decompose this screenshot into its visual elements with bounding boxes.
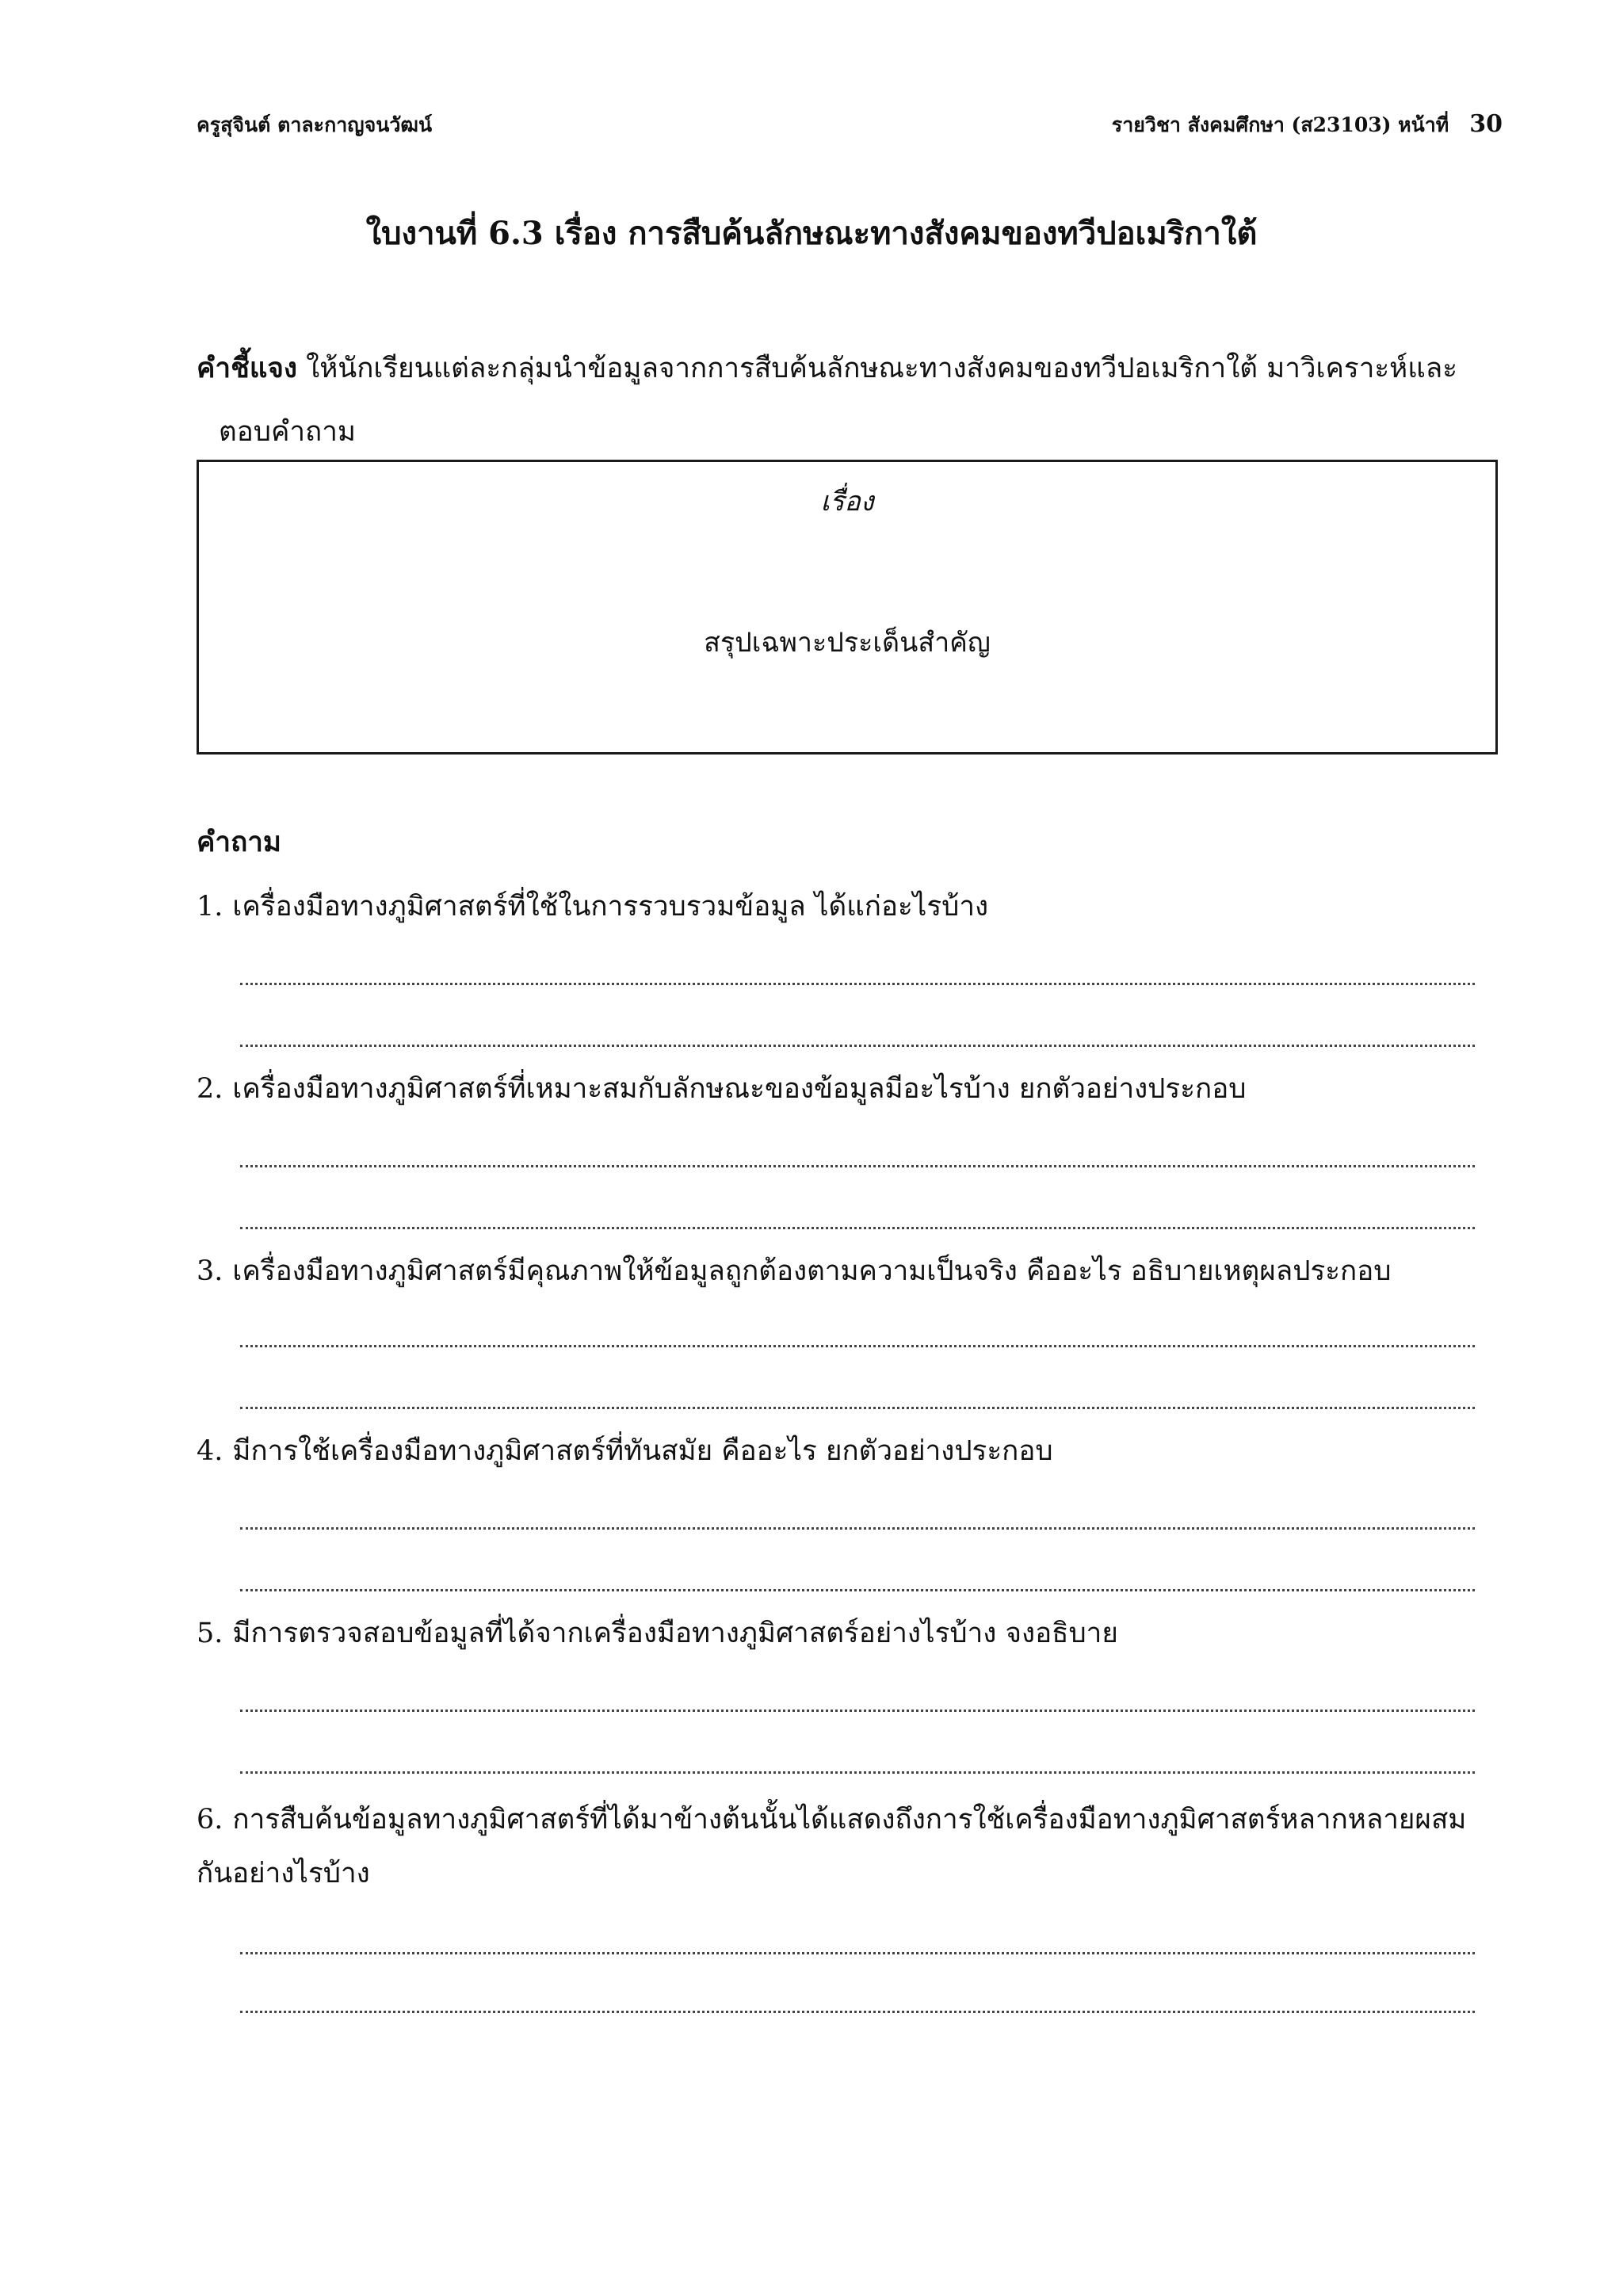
answer-line-5b[interactable] <box>240 1771 1475 1774</box>
answer-line-3a[interactable] <box>240 1345 1475 1347</box>
question-number: 1. <box>197 891 223 923</box>
instructions-line-2: ตอบคำถาม <box>219 416 356 448</box>
answer-line-6b[interactable] <box>240 2011 1475 2013</box>
topic-label: เรื่อง <box>820 486 874 518</box>
instructions-label: คำชี้แจง <box>197 352 297 384</box>
question-1 <box>197 880 1480 934</box>
answer-line-3b[interactable] <box>240 1407 1475 1409</box>
header-course-label: รายวิชา สังคมศึกษา (ส23103) หน้าที่ <box>1111 113 1449 136</box>
answer-line-2b[interactable] <box>240 1227 1475 1229</box>
question-4 <box>197 1424 1480 1478</box>
instructions <box>197 337 1496 464</box>
header-author: ครูสุจินต์ ตาละกาญจนวัฒน์ <box>197 113 433 136</box>
question-6 <box>197 1793 1480 1901</box>
question-number: 2. <box>197 1073 223 1105</box>
question-5 <box>197 1606 1480 1660</box>
question-text: เครื่องมือทางภูมิศาสตร์ที่ใช้ในการรวบรวมข้อมูล ได้แก่อะไรบ้าง <box>232 891 989 923</box>
answer-line-6a[interactable] <box>240 1952 1475 1954</box>
worksheet-title: ใบงานที่ 6.3 เรื่อง การสืบค้นลักษณะทางสังคมของทวีปอเมริกาใต้ <box>365 215 1258 252</box>
question-text: มีการตรวจสอบข้อมูลที่ได้จากเครื่องมือทางภูมิศาสตร์อย่างไรบ้าง จงอธิบาย <box>232 1618 1118 1649</box>
answer-line-1b[interactable] <box>240 1045 1475 1047</box>
question-number: 6. <box>197 1804 223 1836</box>
question-number: 3. <box>197 1255 223 1287</box>
question-2 <box>197 1062 1480 1116</box>
question-number: 4. <box>197 1435 223 1467</box>
question-number: 5. <box>197 1618 223 1649</box>
question-text: เครื่องมือทางภูมิศาสตร์ที่เหมาะสมกับลักษณะของข้อมูลมีอะไรบ้าง ยกตัวอย่างประกอบ <box>232 1073 1247 1105</box>
answer-line-4b[interactable] <box>240 1589 1475 1591</box>
answer-line-2a[interactable] <box>240 1165 1475 1167</box>
questions-heading: คำถาม <box>197 826 281 858</box>
answer-line-1a[interactable] <box>240 983 1475 985</box>
question-6-line-2: กันอย่างไรบ้าง <box>197 1858 370 1889</box>
question-6-line-1 <box>197 1793 1480 1847</box>
question-text: เครื่องมือทางภูมิศาสตร์มีคุณภาพให้ข้อมูลถูกต้องตามความเป็นจริง คืออะไร อธิบายเหตุผลประกอบ <box>232 1255 1392 1287</box>
summary-box[interactable] <box>197 460 1498 755</box>
answer-line-4a[interactable] <box>240 1527 1475 1530</box>
instructions-text: ให้นักเรียนแต่ละกลุ่มนำข้อมูลจากการสืบค้นลักษณะทางสังคมของทวีปอเมริกาใต้ มาวิเคราะห์และ <box>306 353 1458 384</box>
header-course <box>1112 109 1503 141</box>
answer-line-5a[interactable] <box>240 1710 1475 1712</box>
question-3 <box>197 1244 1480 1298</box>
page-number: 30 <box>1469 110 1503 138</box>
question-text: การสืบค้นข้อมูลทางภูมิศาสตร์ที่ได้มาข้างต้นนั้นได้แสดงถึงการใช้เครื่องมือทางภูมิศาสตร์หลากหลายผสม <box>232 1804 1467 1836</box>
instructions-line-1 <box>197 337 1496 400</box>
summary-label: สรุปเฉพาะประเด็นสำคัญ <box>704 627 991 659</box>
question-text: มีการใช้เครื่องมือทางภูมิศาสตร์ที่ทันสมัย คืออะไร ยกตัวอย่างประกอบ <box>232 1435 1053 1467</box>
